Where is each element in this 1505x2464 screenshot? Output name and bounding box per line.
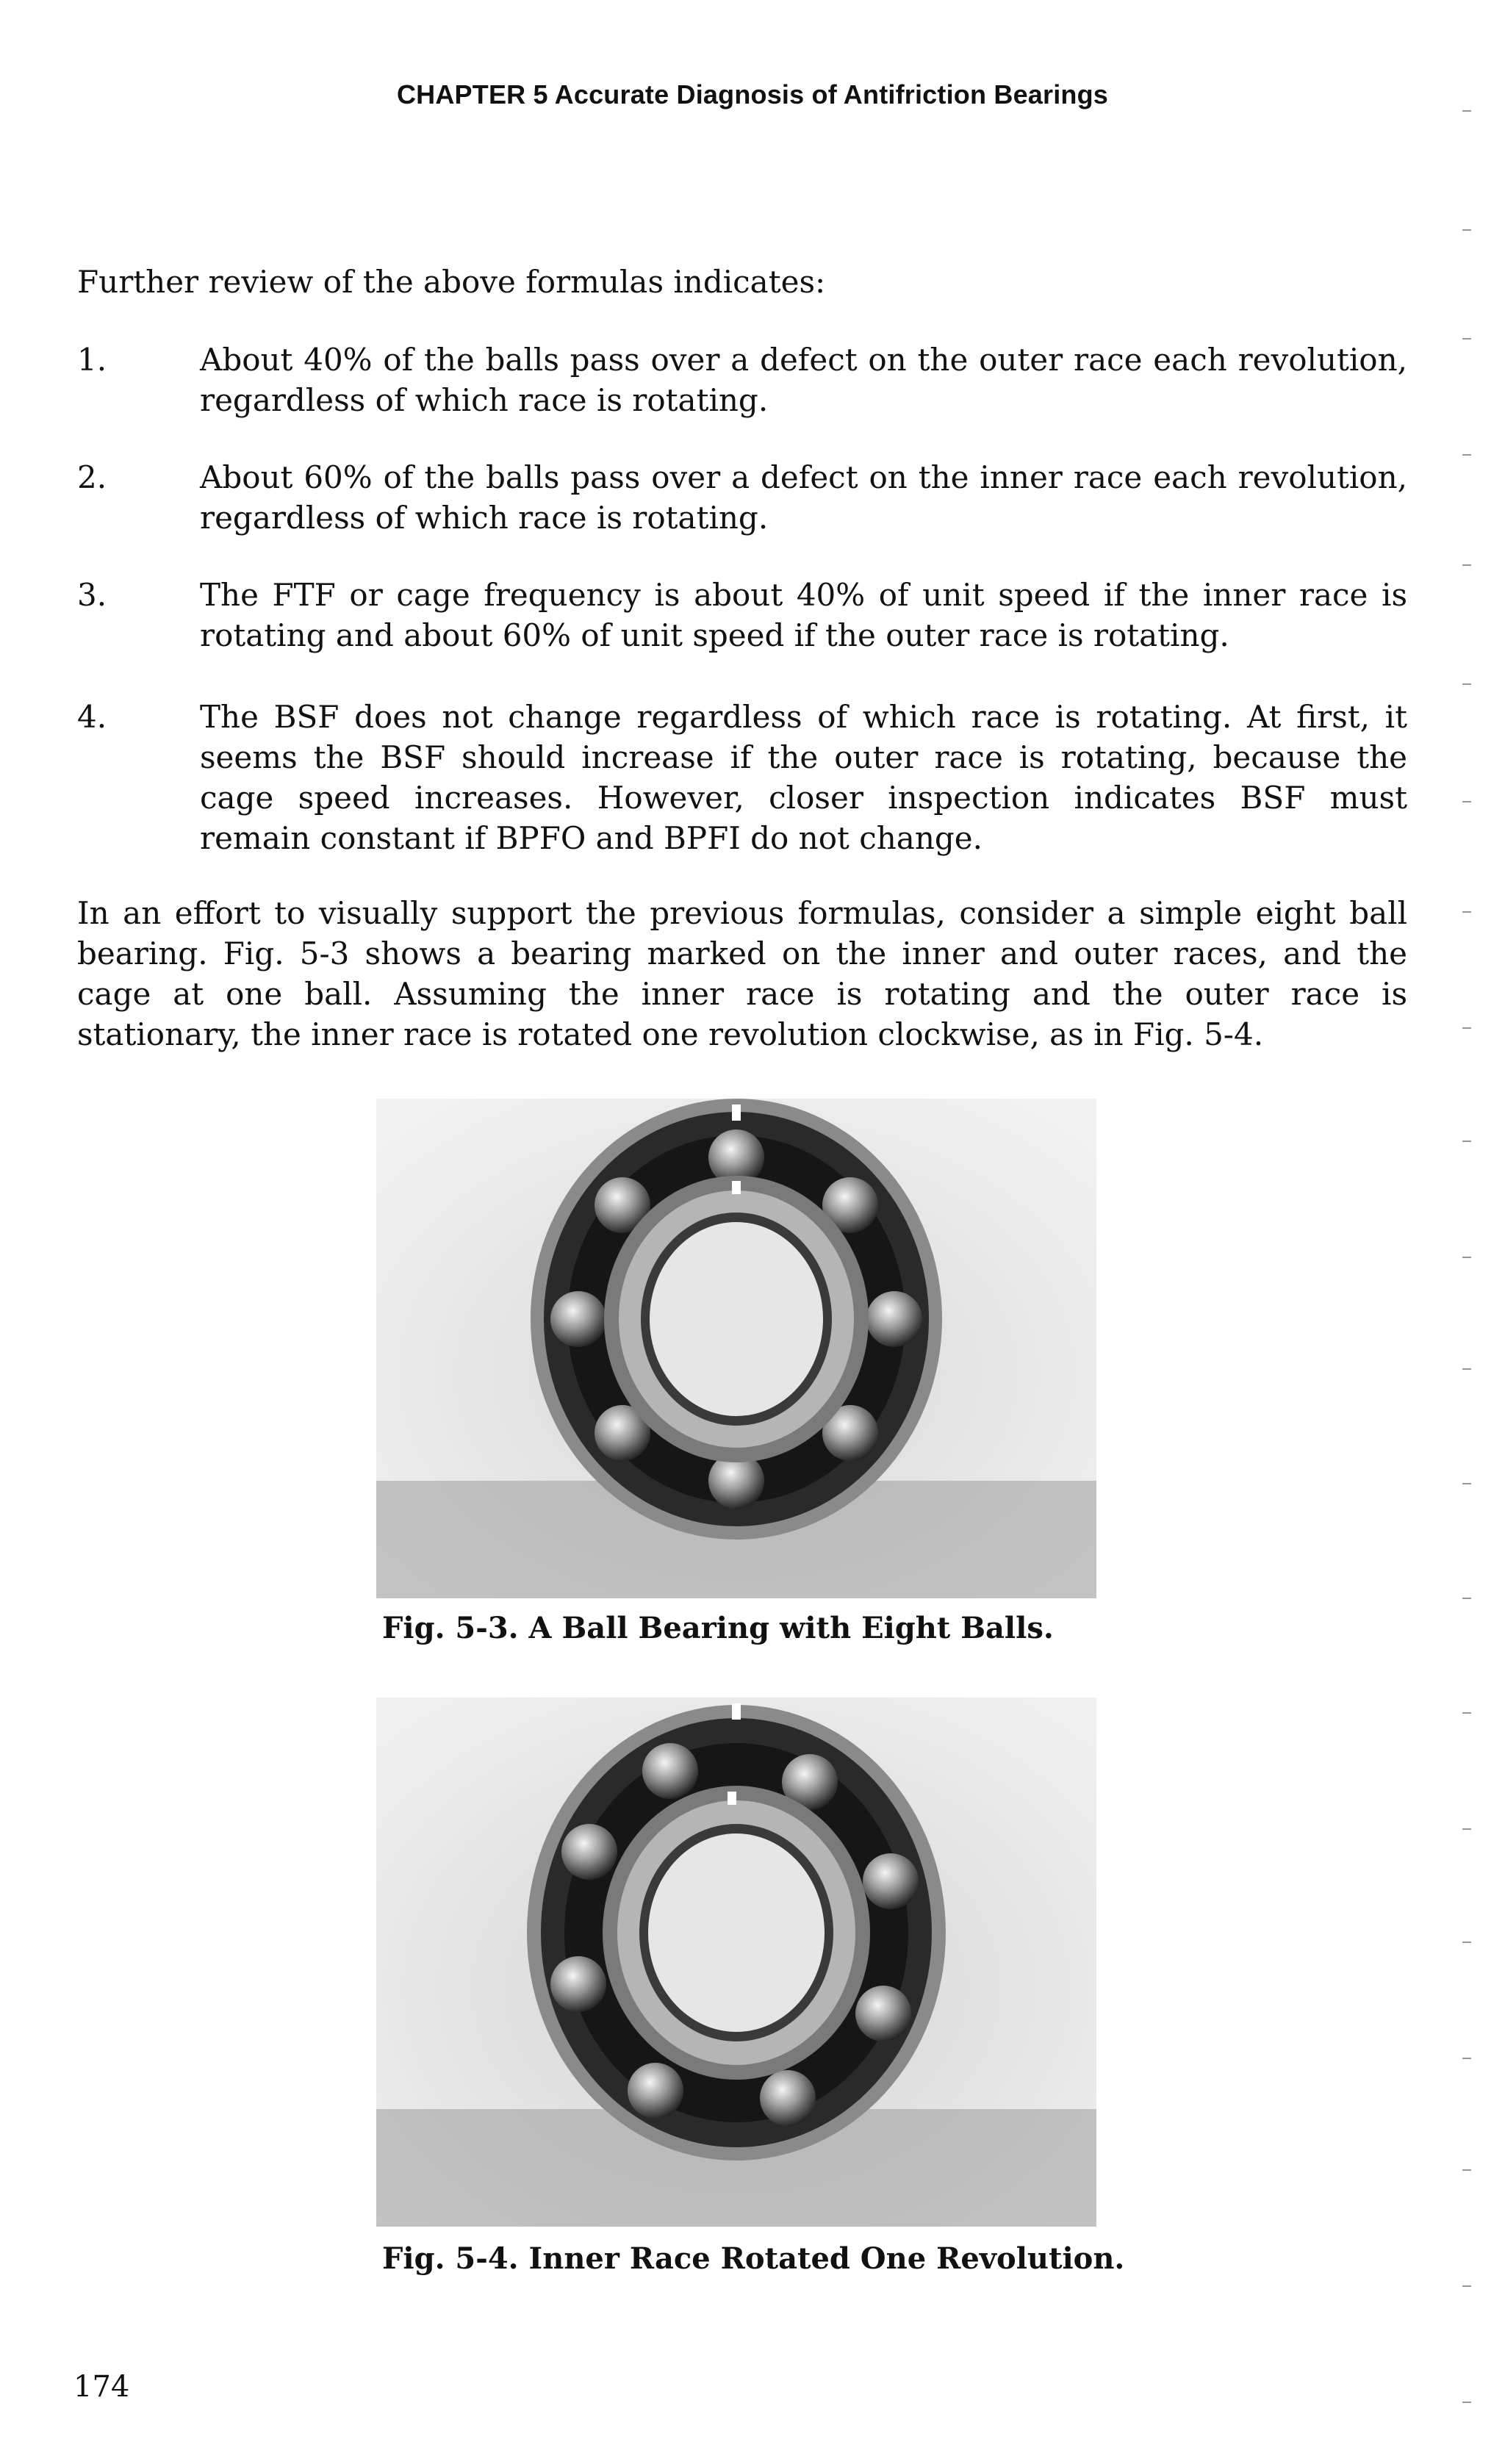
list-item-text: About 60% of the balls pass over a defect on the inner race each revolution, regardless of which race is rotating.: [200, 459, 1407, 536]
list-item: [77, 697, 1407, 858]
margin-mark: [1462, 683, 1471, 685]
margin-mark: [1462, 2169, 1471, 2171]
margin-mark: [1462, 1598, 1471, 1599]
list-item-number: 1.: [77, 342, 107, 378]
margin-mark: [1462, 338, 1471, 340]
list-item: [77, 457, 1407, 538]
figure-bearing-eight-balls: [376, 1099, 1096, 1598]
margin-mark: [1462, 2285, 1471, 2287]
margin-mark: [1462, 1027, 1471, 1029]
outer-race-mark: [732, 1105, 741, 1121]
body-paragraph: In an effort to visually support the previous formulas, consider a simple eight ball bearing. Fig. 5-3 shows a bearing marked on the inner and outer races, and the cage at one ball. Assuming the inner race is rotating and the outer race is stationary, the inner race is rotated one revolution clockwise, as in Fig. 5-4.: [77, 895, 1407, 1052]
list-item-text: About 40% of the balls pass over a defect on the outer race each revolution, regardless of which race is rotating.: [200, 342, 1407, 418]
margin-mark: [1462, 1368, 1471, 1370]
page-number: 174: [73, 2370, 130, 2404]
list-item-text: The FTF or cage frequency is about 40% of unit speed if the inner race is rotating and about 60% of unit speed if the outer race is rotating.: [200, 577, 1407, 653]
margin-mark: [1462, 229, 1471, 231]
bearing-photo: [376, 1099, 1096, 1598]
margin-mark: [1462, 110, 1471, 112]
margin-mark: [1462, 801, 1471, 802]
margin-mark: [1462, 2058, 1471, 2059]
list-item-number: 4.: [77, 699, 107, 735]
inner-race-mark: [728, 1792, 736, 1805]
inner-race-mark: [732, 1181, 741, 1194]
list-item-number: 2.: [77, 459, 107, 495]
margin-mark: [1462, 911, 1471, 913]
margin-mark: [1462, 1828, 1471, 1830]
list-item-text: The BSF does not change regardless of which race is rotating. At first, it seems the BSF should increase if the outer race is rotating, because the cage speed increases. However, closer inspection indicates BSF must remain constant if BPFO and BPFI do not change.: [200, 699, 1407, 856]
list-item: [77, 575, 1407, 655]
margin-mark: [1462, 1483, 1471, 1484]
margin-mark: [1462, 2402, 1471, 2403]
figure-caption: Fig. 5-4. Inner Race Rotated One Revolution.: [382, 2241, 1125, 2276]
figure-caption: Fig. 5-3. A Ball Bearing with Eight Balls.: [382, 1611, 1054, 1645]
list-item: [77, 340, 1407, 420]
bearing-photo: [376, 1698, 1096, 2227]
margin-mark: [1462, 1942, 1471, 1943]
figure-inner-race-rotated: [376, 1698, 1096, 2227]
outer-race-mark: [732, 1703, 741, 1720]
margin-mark: [1462, 1257, 1471, 1258]
chapter-header: CHAPTER 5 Accurate Diagnosis of Antifriction Bearings: [396, 79, 1109, 109]
intro-text: Further review of the above formulas indicates:: [77, 264, 826, 300]
margin-mark: [1462, 564, 1471, 566]
margin-mark: [1462, 1712, 1471, 1714]
margin-mark: [1462, 454, 1471, 456]
margin-mark: [1462, 1141, 1471, 1142]
list-item-number: 3.: [77, 577, 107, 613]
